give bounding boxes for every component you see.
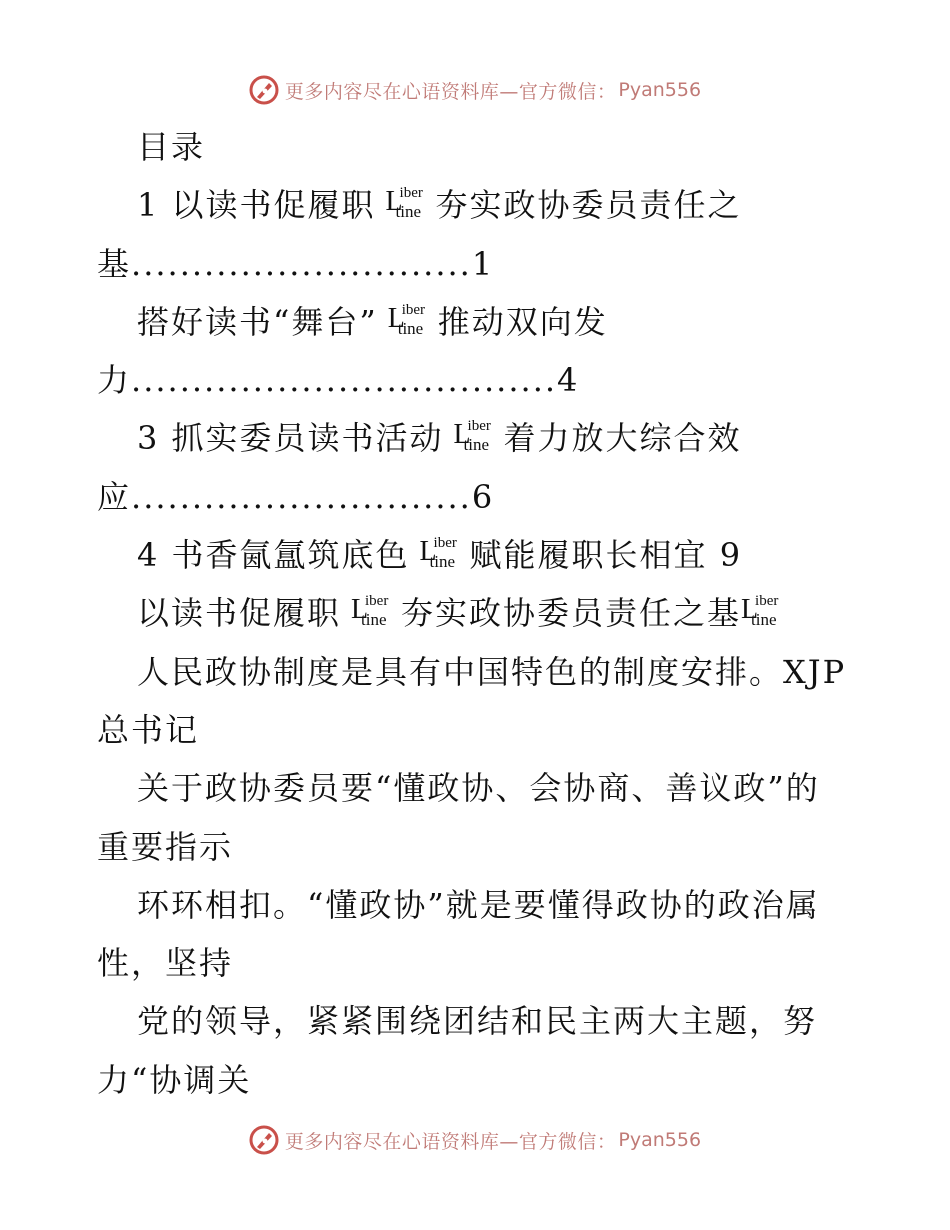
toc-item-1: 1 以读书促履职 L iber tine 夯实政协委员责任之: [137, 185, 742, 225]
pen-circle-logo-icon: [249, 1125, 279, 1155]
paragraph-line: 力“协调关: [97, 1060, 252, 1099]
paragraph-line: 党的领导，紧紧围绕团结和民主两大主题，努: [137, 1002, 818, 1041]
toc-item-4: 4 书香氤氲筑底色 L iber tine 赋能履职长相宜 9: [137, 535, 743, 575]
toc-page-number: 6: [471, 477, 495, 516]
section-heading: 以读书促履职 L iber tine 夯实政协委员责任之基 L iber tine: [97, 584, 857, 642]
paragraph-line: 重要指示: [97, 827, 234, 866]
banner-handle: Pyan556: [618, 1129, 702, 1151]
toc-item-3: 3 抓实委员读书活动 L iber tine 着力放大综合效: [137, 418, 742, 458]
paragraph-line: 总书记: [97, 710, 200, 749]
paragraph-line: 性，坚持: [97, 944, 234, 983]
toc-item-3-cont: 应............................6: [97, 477, 495, 516]
banner-handle: Pyan556: [618, 79, 702, 101]
toc-item-1-cont: 基............................1: [97, 244, 495, 283]
paragraph-line: 环环相扣。“懂政协”就是要懂得政协的政治属: [137, 885, 820, 924]
pen-circle-logo-icon: [249, 75, 279, 105]
toc-item-2-cont: 力...................................4: [97, 361, 580, 400]
banner-text: 更多内容尽在心语资料库—官方微信：: [284, 80, 617, 103]
header-banner: [0, 70, 950, 110]
liberline-symbol: L iber tine: [419, 535, 457, 572]
banner-text: 更多内容尽在心语资料库—官方微信：: [284, 1130, 617, 1153]
toc-page-number: 1: [471, 244, 495, 283]
paragraph-line: 人民政协制度是具有中国特色的制度安排。XJP: [137, 652, 847, 691]
toc-page-number: 4: [557, 361, 580, 400]
document-body: [97, 118, 857, 1109]
liberline-symbol: L iber tine: [453, 418, 491, 455]
toc-item-2: 搭好读书“舞台” L iber tine 推动双向发: [137, 301, 608, 341]
paragraph-line: 关于政协委员要“懂政协、会协商、善议政”的: [137, 769, 820, 808]
toc-title: 目录: [137, 128, 206, 166]
liberline-symbol: L iber tine: [351, 593, 389, 630]
liberline-symbol: L iber tine: [385, 185, 423, 222]
footer-banner: [0, 1120, 950, 1160]
liberline-symbol: L iber tine: [387, 301, 426, 338]
liberline-symbol: L iber tine: [741, 593, 779, 630]
